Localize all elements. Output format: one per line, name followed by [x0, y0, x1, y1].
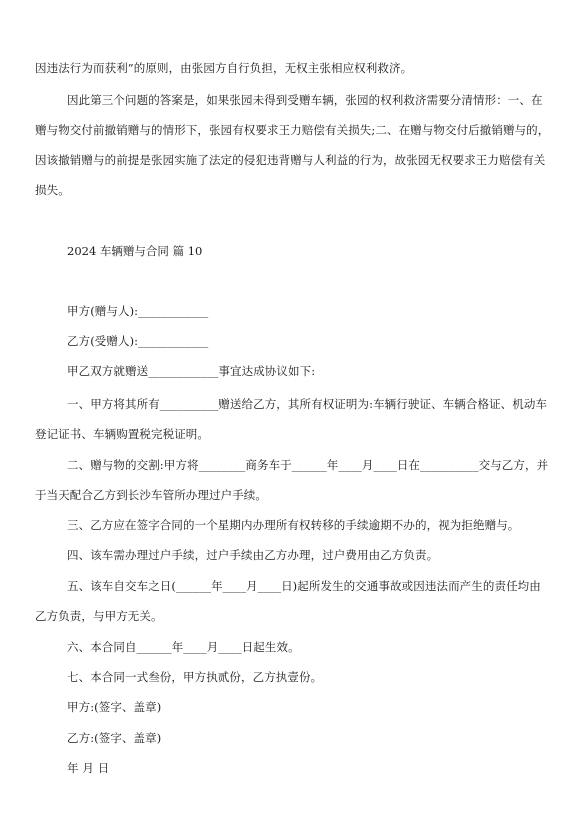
contract-title: 2024 车辆赠与合同 篇 10 — [67, 244, 203, 258]
intro-line-1: 因违法行为而获利”的原则，由张园方自行负担，无权主张相应权利救济。 — [35, 61, 413, 75]
clause-5-line-2: 乙方负责，与甲方无关。 — [35, 609, 163, 623]
party-b-field: 乙方(受赠人):____________ — [67, 334, 209, 348]
date-line: 年 月 日 — [67, 761, 110, 775]
signature-party-b: 乙方:(签字、盖章) — [67, 731, 162, 745]
clause-4: 四、该车需办理过户手续，过户手续由乙方办理，过户费用由乙方负责。 — [67, 548, 439, 562]
clause-2-line-1: 二、赠与物的交割:甲方将________商务车于______年____月____日在__________交与乙方，并 — [67, 458, 549, 472]
clause-3: 三、乙方应在签字合同的一个星期内办理所有权转移的手续逾期不办的，视为拒绝赠与。 — [67, 518, 520, 532]
clause-7: 七、本合同一式叁份，甲方执贰份，乙方执壹份。 — [67, 670, 323, 684]
intro-line-5: 损失。 — [35, 183, 70, 197]
agreement-intro: 甲乙双方就赠送____________事宜达成协议如下: — [67, 364, 316, 378]
intro-line-4: 因该撤销赠与的前提是张园实施了法定的侵犯违背赠与人利益的行为，故张园无权要求王力赔偿有关 — [35, 153, 546, 167]
intro-line-3: 赠与物交付前撤销赠与的情形下，张园有权要求王力赔偿有关损失;二、在赠与物交付后撤销赠与的， — [35, 123, 550, 137]
clause-2-line-2: 于当天配合乙方到长沙车管所办理过户手续。 — [35, 488, 267, 502]
party-a-field: 甲方(赠与人):____________ — [67, 304, 209, 318]
clause-6: 六、本合同自______年____月____日起生效。 — [67, 640, 300, 654]
clause-1-line-2: 登记证书、车辆购置税完税证明。 — [35, 427, 209, 441]
signature-party-a: 甲方:(签字、盖章) — [67, 700, 162, 714]
intro-line-2: 因此第三个问题的答案是，如果张园未得到受赠车辆，张园的权利救济需要分清情形：一、在 — [67, 93, 543, 107]
clause-1-line-1: 一、甲方将其所有__________赠送给乙方，其所有权证明为:车辆行驶证、车辆合格证、机动车 — [67, 397, 548, 411]
clause-5-line-1: 五、该车自交车之日(______年____月____日)起所发生的交通事故或因违法而产生的责任均由 — [67, 579, 541, 593]
